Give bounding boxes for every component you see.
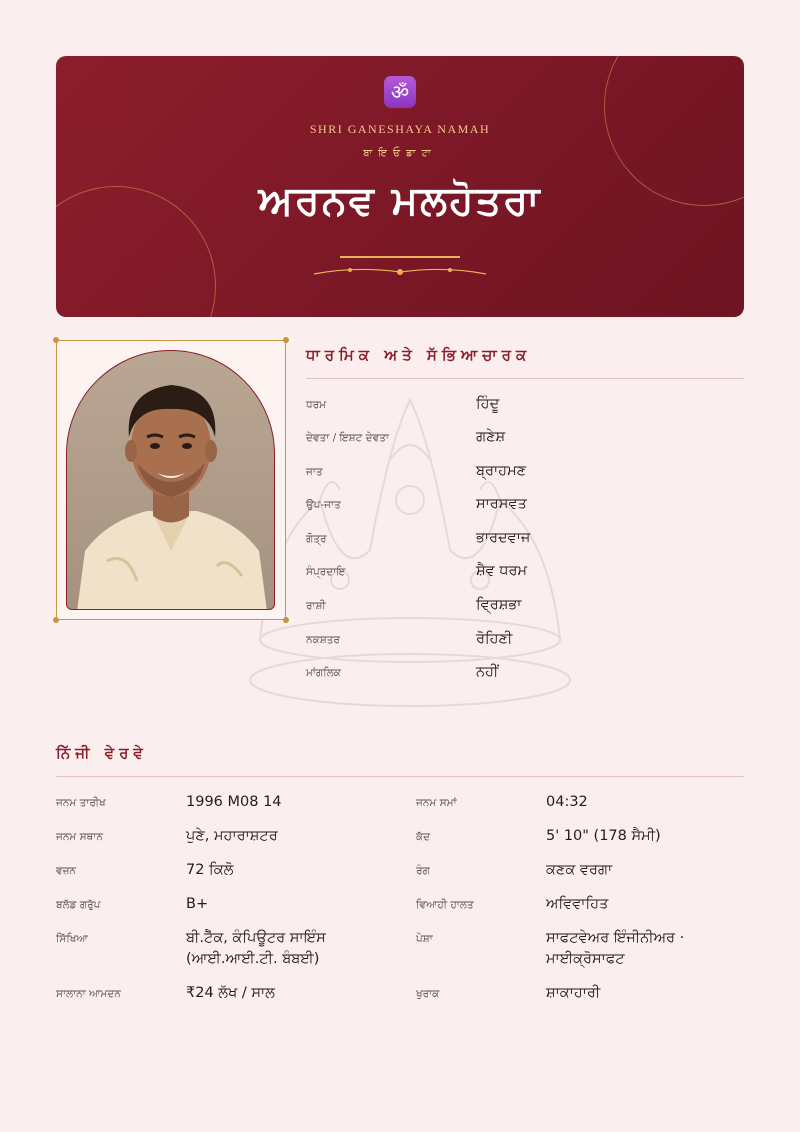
religion-value: ਹਿੰਦੂ: [476, 396, 500, 412]
candidate-name: ਅਰਨਵ ਮਲਹੋਤਰਾ: [258, 178, 542, 224]
complexion-value: ਕਣਕ ਵਰਗਾ: [546, 862, 613, 878]
blood-group-label: ਬਲੱਡ ਗਰੁੱਪ: [56, 899, 101, 911]
sect-value: ਸ਼ੈਵ ਧਰਮ: [476, 563, 528, 579]
document-type: ਬਾਇਓਡਾਟਾ: [363, 148, 437, 159]
income-label: ਸਾਲਾਨਾ ਆਮਦਨ: [56, 988, 121, 1000]
section-divider: [306, 378, 744, 379]
dob-value: 1996 M08 14: [186, 794, 282, 810]
religion-label: ਧਰਮ: [306, 399, 327, 411]
religious-section-title: ਧਾਰਮਿਕ ਅਤੇ ਸੱਭਿਆਚਾਰਕ: [306, 346, 532, 364]
birth-time-value: 04:32: [546, 794, 588, 810]
profile-photo: [66, 350, 275, 610]
weight-value: 72 ਕਿਲੋ: [186, 862, 234, 878]
complexion-label: ਰੰਗ: [416, 865, 430, 877]
occupation-value-line1: ਸਾਫਟਵੇਅਰ ਇੰਜੀਨੀਅਰ ·: [546, 930, 685, 946]
subcaste-label: ਉਪ-ਜਾਤ: [306, 499, 341, 511]
photo-frame: [56, 340, 286, 620]
birthplace-label: ਜਨਮ ਸਥਾਨ: [56, 831, 103, 843]
education-value-line1: ਬੀ.ਟੈੱਕ, ਕੰਪਿਊਟਰ ਸਾਇੰਸ: [186, 930, 326, 946]
section-divider: [56, 776, 744, 777]
weight-label: ਵਜ਼ਨ: [56, 865, 76, 877]
rashi-label: ਰਾਸ਼ੀ: [306, 600, 326, 612]
caste-label: ਜਾਤ: [306, 466, 323, 478]
height-value: 5' 10" (178 ਸੈਮੀ): [546, 828, 661, 844]
education-value-line2: (ਆਈ.ਆਈ.ਟੀ. ਬੰਬਈ): [186, 951, 320, 967]
deity-value: ਗਣੇਸ਼: [476, 429, 506, 445]
manglik-value: ਨਹੀਂ: [476, 664, 499, 680]
header-banner: [56, 56, 744, 317]
education-label: ਸਿੱਖਿਆ: [56, 933, 88, 945]
personal-section-title: ਨਿੱਜੀ ਵੇਰਵੇ: [56, 744, 148, 762]
ornament-divider: [310, 264, 490, 280]
caste-value: ਬ੍ਰਾਹਮਣ: [476, 463, 527, 479]
gotra-label: ਗੋਤ੍ਰ: [306, 533, 327, 545]
height-label: ਕੱਦ: [416, 831, 431, 843]
occupation-value-line2: ਮਾਈਕ੍ਰੋਸਾਫਟ: [546, 951, 625, 967]
rashi-value: ਵ੍ਰਿਸ਼ਭਾ: [476, 597, 522, 613]
income-value: ₹24 ਲੱਖ / ਸਾਲ: [186, 985, 275, 1001]
marital-status-label: ਵਿਆਹੀ ਹਾਲਤ: [416, 899, 474, 911]
occupation-label: ਪੇਸ਼ਾ: [416, 933, 433, 945]
deity-label: ਦੇਵਤਾ / ਇਸ਼ਟ ਦੇਵਤਾ: [306, 432, 389, 444]
gotra-value: ਭਾਰਦਵਾਜ: [476, 530, 531, 546]
subcaste-value: ਸਾਰਸਵਤ: [476, 496, 527, 512]
dob-label: ਜਨਮ ਤਾਰੀਖ: [56, 797, 106, 809]
marital-status-value: ਅਵਿਵਾਹਿਤ: [546, 896, 609, 912]
nakshatra-value: ਰੋਹਿਣੀ: [476, 631, 513, 647]
sect-label: ਸੰਪ੍ਰਦਾਇ: [306, 566, 346, 578]
diet-label: ਖੁਰਾਕ: [416, 988, 440, 1000]
blood-group-value: B+: [186, 896, 209, 912]
manglik-label: ਮਾਂਗਲਿਕ: [306, 667, 341, 679]
birth-time-label: ਜਨਮ ਸਮਾਂ: [416, 797, 457, 809]
invocation-text: SHRI GANESHAYA NAMAH: [309, 122, 491, 136]
nakshatra-label: ਨਕਸ਼ਤਰ: [306, 634, 340, 646]
om-icon: ॐ: [384, 76, 416, 108]
gold-divider: [340, 256, 460, 258]
birthplace-value: ਪੁਣੇ, ਮਹਾਰਾਸ਼ਟਰ: [186, 828, 278, 844]
diet-value: ਸ਼ਾਕਾਹਾਰੀ: [546, 985, 601, 1001]
